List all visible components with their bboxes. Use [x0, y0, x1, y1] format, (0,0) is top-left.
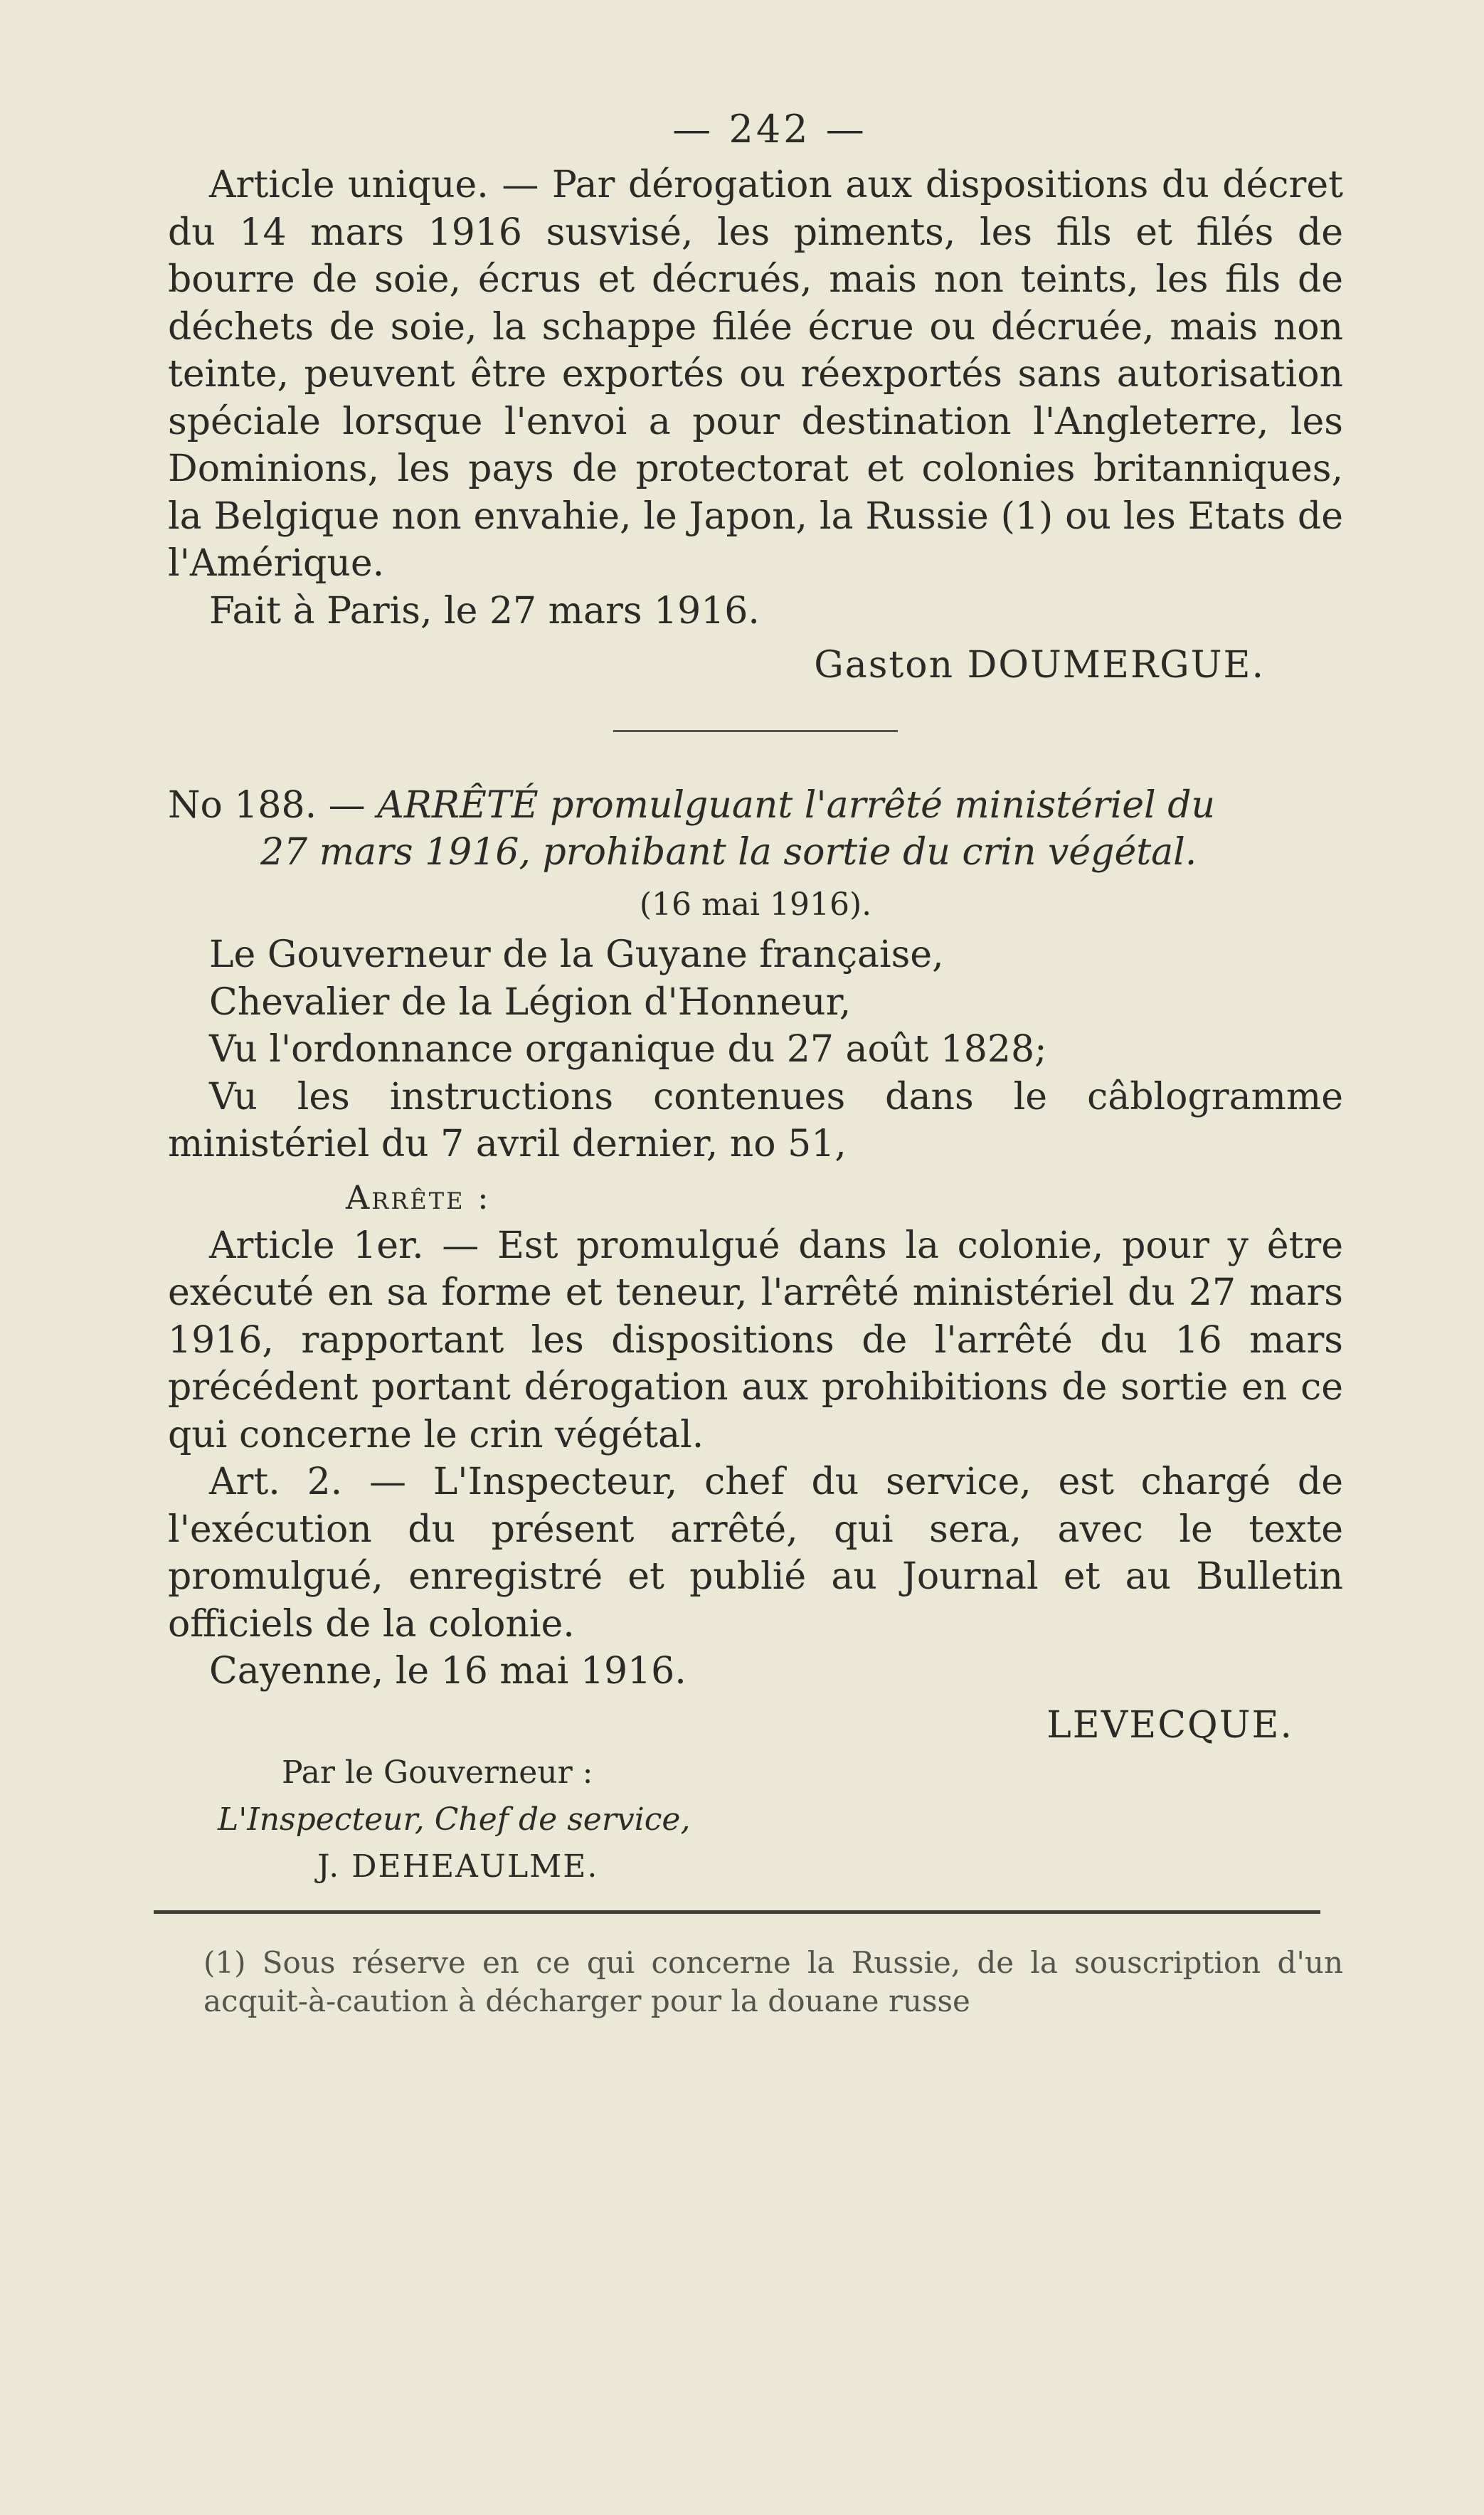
- countersign-line-3: J. DEHEAULME.: [317, 1848, 599, 1885]
- footnote: (1) Sous réserve en ce qui concerne la Russie, de la souscription d'un acquit-à-caution à décharger pour la douane russe: [203, 1944, 1343, 2018]
- preamble-line-4: Vu les instructions contenues dans le câblogramme ministériel du 7 avril dernier, no 51,: [168, 1075, 1343, 1165]
- preamble-line-2: Chevalier de la Légion d'Honneur,: [209, 980, 852, 1024]
- countersign-line-2: L'Inspecteur, Chef de service,: [218, 1801, 691, 1838]
- decree2-date: (16 mai 1916).: [639, 886, 872, 923]
- section-divider: [613, 730, 898, 732]
- page-content: [168, 107, 1343, 2050]
- decree2-title-line1: ARRÊTÉ promulguant l'arrêté ministériel du: [377, 784, 1215, 827]
- decree2-signature: LEVECQUE.: [1046, 1703, 1293, 1747]
- decree2-article-2: Art. 2. — L'Inspecteur, chef du service, est chargé de l'exécution du présent arrêté, qui sera, avec le texte promulgué, enregistré et publié au Journal et au Bulletin officiels de la colonie.: [168, 1461, 1343, 1646]
- decree1-place-date: Fait à Paris, le 27 mars 1916.: [209, 589, 760, 632]
- footnote-rule: [154, 1910, 1320, 1914]
- decree2-article-1: Article 1er. — Est promulgué dans la colonie, pour y être exécuté en sa forme et teneur, l'arrêté ministériel du 27 mars 1916, rapportant les dispositions de l'arrêté du 16 mars précédent portant dérogation aux prohibitions de sortie en ce qui concerne le crin végétal.: [168, 1224, 1343, 1456]
- decree2-number: No 188. —: [168, 784, 366, 827]
- decree2-title-line2: 27 mars 1916, prohibant la sortie du crin végétal.: [260, 831, 1197, 874]
- decree2-place-date: Cayenne, le 16 mai 1916.: [209, 1650, 687, 1693]
- preamble-line-3: Vu l'ordonnance organique du 27 août 1828;: [209, 1028, 1047, 1071]
- countersign-line-1: Par le Gouverneur :: [282, 1754, 593, 1791]
- countersign-block: [168, 1749, 1343, 1890]
- decree1-article: Article unique. — Par dérogation aux dispositions du décret du 14 mars 1916 susvisé, les piments, les fils et filés de bourre de soie, écrus et décrués, mais non teints, les fils de déchets de soie, la schappe filée écrue ou décruée, mais non teinte, peuvent être exportés ou réexportés sans autorisation spéciale lorsque l'envoi a pour destination l'Angleterre, les Dominions, les pays de protectorat et colonies britanniques, la Belgique non envahie, le Japon, la Russie (1) ou les Etats de l'Amérique.: [168, 164, 1343, 585]
- page-number: — 242 —: [672, 107, 867, 152]
- preamble-line-1: Le Gouverneur de la Guyane française,: [209, 933, 944, 976]
- arrete-label: Arrête :: [346, 1177, 491, 1217]
- decree1-signature: Gaston DOUMERGUE.: [814, 644, 1265, 687]
- decree2-heading: [168, 782, 1343, 829]
